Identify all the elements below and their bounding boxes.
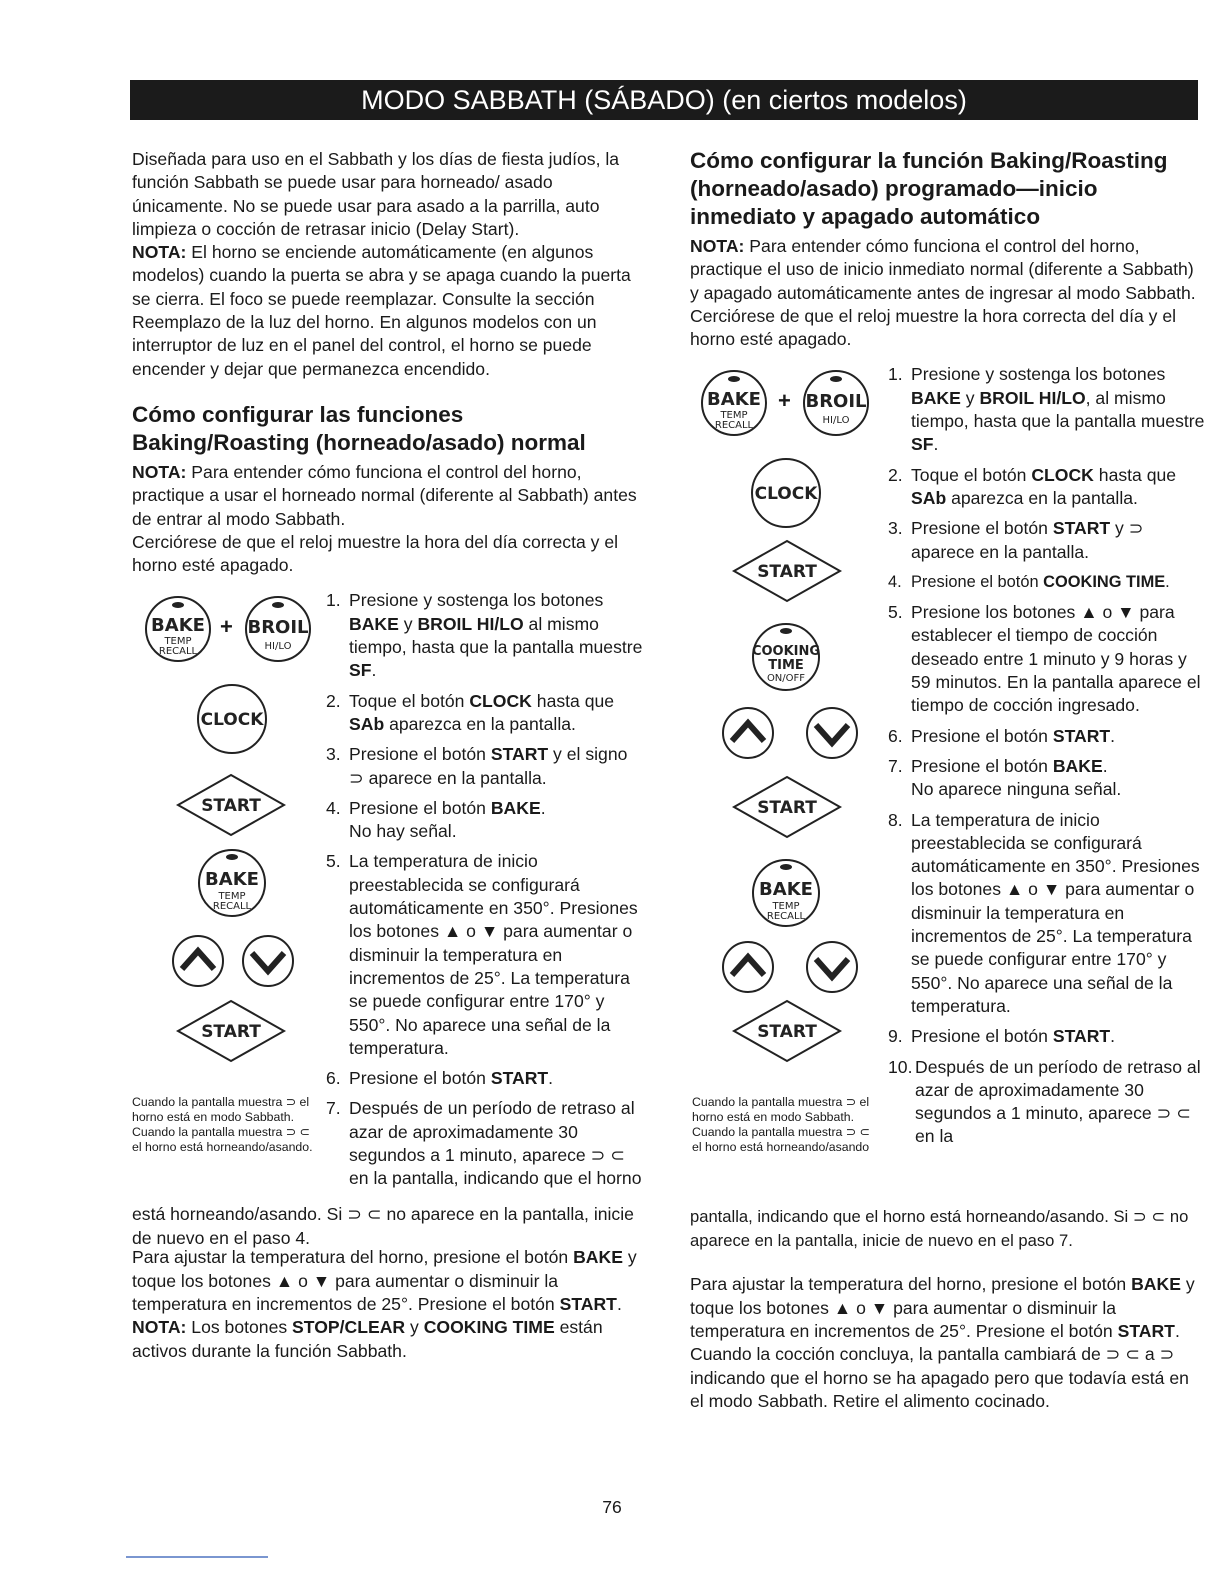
cooking-time-button-icon xyxy=(746,617,826,697)
r-step-5: 5. Presione los botones ▲ o ▼ para establecer el tiempo de cocción deseado entre 1 minuto y 9 horas y 59 minutos. En la pantalla aparece el tiempo de cocción ingresado. xyxy=(888,602,1201,716)
step-1: 1. Presione y sostenga los botones BAKE y BROIL HI/LO al mismo tiempo, hasta que la pantalla muestre SF. xyxy=(326,590,643,681)
start-button-icon-r xyxy=(732,539,842,603)
svg-text:START: START xyxy=(757,798,817,819)
bake-button-icon-r xyxy=(694,367,774,437)
svg-text:BAKE: BAKE xyxy=(205,869,259,891)
footer-divider xyxy=(126,1556,268,1558)
note2-label: NOTA: xyxy=(132,461,187,482)
note3-paragraph: NOTA: Los botones STOP/CLEAR y COOKING TIME están activos durante la función Sabbath. xyxy=(132,1317,603,1361)
r-step-4: 4. Presione el botón COOKING TIME. xyxy=(888,572,1170,591)
left-column xyxy=(132,148,644,1363)
clock-button-icon-r xyxy=(746,453,826,533)
start-button-icon xyxy=(176,773,286,837)
step-10-tail: pantalla, indicando que el horno está horneando/asando. Si ⊃ ⊂ no aparece en la pantalla, inicie de nuevo en el paso 7. xyxy=(690,1207,1189,1250)
check-paragraph-right: Cerciórese de que el reloj muestre la hora correcta del día y el horno esté apagado. xyxy=(690,305,1177,350)
up-arrow-icon-r xyxy=(718,703,778,763)
r-step-9: 9. Presione el botón START. xyxy=(888,1026,1116,1047)
adjust-paragraph-right: Para ajustar la temperatura del horno, presione el botón BAKE y toque los botones ▲ o ▼ para aumentar o disminuir la temperatura en incrementos de 25°. Presione el botón START. xyxy=(690,1274,1195,1342)
intro-paragraph: Diseñada para uso en el Sabbath y los días de fiesta judíos, la función Sabbath se puede usar para horneado/ asado únicamente. No se puede usar para asado a la parrilla, auto limpieza o cocción de retrasar inicio (Delay Start). xyxy=(132,149,620,239)
r-step-7: 7. Presione el botón BAKE. No aparece ninguna señal. xyxy=(888,755,1122,800)
svg-text:TEMP: TEMP xyxy=(772,901,800,913)
svg-text:TEMP: TEMP xyxy=(164,636,192,648)
note-text: El horno se enciende automáticamente (en algunos modelos) cuando la puerta se abra y se apaga cuando la puerta se cierra. El foco se puede reemplazar. Consulte la sección Reemplazo de la luz del horno. En algunos modelos con un interruptor de luz en el panel del control, el horno se puede encender y dejar que permanezca encendido. xyxy=(132,242,631,379)
r-step-8: 8. La temperatura de inicio preestablecida se configurará automáticamente en 350°. Presiones los botones ▲ o ▼ para aumentar o disminuir la temperatura en incrementos de 25°. La temperatura se puede configurar entre 170° y 550°. No aparece una señal de la temperatura. xyxy=(888,809,1200,1016)
broil-button-icon-r xyxy=(796,367,876,437)
start-button-icon-r2 xyxy=(732,775,842,839)
step-7: 7. Después de un período de retraso al azar de aproximadamente 30 segundos a 1 minuto, aparece ⊃ ⊂ en la pantalla, indicando que el horno xyxy=(326,1098,642,1189)
r-step-2: 2. Toque el botón CLOCK hasta que SAb aparezca en la pantalla. xyxy=(888,464,1177,508)
section-heading-right: Cómo configurar la función Baking/Roasting (horneado/asado) programado—inicio inmediato y apagado automático xyxy=(690,148,1168,229)
r-step-10: 10. Después de un período de retraso al azar de aproximadamente 30 segundos a 1 minuto, aparece ⊃ ⊂ en la xyxy=(888,1056,1201,1147)
svg-text:TEMP: TEMP xyxy=(720,410,748,422)
step-6: 6. Presione el botón START. xyxy=(326,1068,554,1089)
step-2: 2. Toque el botón CLOCK hasta que SAb aparezca en la pantalla. xyxy=(326,690,615,734)
r-step-1: 1. Presione y sostenga los botones BAKE y BROIL HI/LO, al mismo tiempo, hasta que la pantalla muestre SF. xyxy=(888,364,1205,455)
steps-list-left xyxy=(326,589,646,1197)
bake-button-icon xyxy=(134,593,226,663)
section-banner: MODO SABBATH (SÁBADO) (en ciertos modelos) xyxy=(130,80,1198,120)
display-caption-right: Cuando la pantalla muestra ⊃ el horno está en modo Sabbath. Cuando la pantalla muestra ⊃ ⊂ el horno está horneando/asando xyxy=(692,1095,870,1155)
svg-text:START: START xyxy=(201,1022,261,1043)
down-arrow-icon-r xyxy=(802,703,862,763)
note2-text: Para entender cómo funciona el control del horno, practique a usar el horneado normal (diferente al Sabbath) antes de entrar al modo Sabbath. xyxy=(132,461,637,529)
plus-sign: + xyxy=(220,614,233,640)
r-step-6: 6. Presione el botón START. xyxy=(888,725,1116,746)
up-arrow-icon-r2 xyxy=(718,937,778,997)
start-button-icon-r3 xyxy=(732,999,842,1063)
svg-text:START: START xyxy=(757,1022,817,1043)
svg-text:HI/LO: HI/LO xyxy=(822,415,850,427)
page-number: 76 xyxy=(602,1497,622,1517)
steps-block-right xyxy=(690,363,1205,1250)
svg-text:HI/LO: HI/LO xyxy=(264,641,292,653)
check-paragraph: Cerciórese de que el reloj muestre la hora del día correcta y el horno esté apagado. xyxy=(132,531,619,576)
note-paragraph xyxy=(132,241,644,381)
svg-text:BAKE: BAKE xyxy=(759,879,813,901)
step-5: 5. La temperatura de inicio preestablecida se configurará automáticamente en 350°. Presiones los botones ▲ o ▼ para aumentar o disminuir la temperatura en incrementos de 25°. La temperatura se puede configurar entre 170° y 550°. No aparece una señal de la temperatura. xyxy=(326,851,638,1058)
svg-text:RECALL: RECALL xyxy=(714,420,754,432)
start-button-icon-2 xyxy=(176,999,286,1063)
svg-text:BAKE: BAKE xyxy=(707,389,761,411)
svg-text:TIME: TIME xyxy=(768,658,804,674)
end-paragraph: Cuando la cocción concluya, la pantalla cambiará de ⊃ ⊂ a ⊃ indicando que el horno se ha apagado pero que todavía está en el modo Sabbath. Retire el alimento cocinado. xyxy=(690,1344,1189,1411)
steps-block-left xyxy=(132,589,644,1246)
section-heading: Cómo configurar las funciones Baking/Roasting (horneado/asado) normal xyxy=(132,401,586,455)
svg-text:BROIL: BROIL xyxy=(247,617,309,639)
plus-sign-r: + xyxy=(778,388,791,414)
svg-text:START: START xyxy=(757,562,817,583)
svg-text:BROIL: BROIL xyxy=(805,391,867,413)
clock-button-icon xyxy=(192,679,272,759)
broil-button-icon xyxy=(238,593,318,663)
steps-list-right xyxy=(888,363,1206,1155)
r-step-3: 3. Presione el botón START y ⊃ aparece en la pantalla. xyxy=(888,518,1144,562)
right-column xyxy=(690,147,1205,1413)
svg-text:COOKING: COOKING xyxy=(751,644,821,660)
adjust-paragraph: Para ajustar la temperatura del horno, presione el botón BAKE y toque los botones ▲ o ▼ para aumentar o disminuir la temperatura en incrementos de 25°. Presione el botón START. xyxy=(132,1247,637,1315)
step-7-tail: está horneando/asando. Si ⊃ ⊂ no aparece en la pantalla, inicie de nuevo en el paso 4. xyxy=(132,1204,634,1248)
svg-text:RECALL: RECALL xyxy=(158,646,198,658)
svg-text:RECALL: RECALL xyxy=(766,911,806,923)
svg-text:START: START xyxy=(201,796,261,817)
step-4: 4. Presione el botón BAKE. No hay señal. xyxy=(326,797,546,842)
down-arrow-icon xyxy=(238,931,298,991)
note-label: NOTA: xyxy=(132,242,187,263)
bake-button-icon-2 xyxy=(192,843,272,923)
display-caption: Cuando la pantalla muestra ⊃ el horno está en modo Sabbath. Cuando la pantalla muestra ⊃ ⊂ el horno está horneando/asando. xyxy=(132,1095,313,1155)
svg-text:ON/OFF: ON/OFF xyxy=(766,673,806,685)
note-paragraph-right: NOTA: Para entender cómo funciona el control del horno, practique el uso de inicio inmediato normal (diferente a Sabbath) y apagado automáticamente antes de ingresar al modo Sabbath. xyxy=(690,236,1196,303)
down-arrow-icon-r2 xyxy=(802,937,862,997)
bake-button-icon-r2 xyxy=(746,853,826,933)
svg-text:BAKE: BAKE xyxy=(151,615,205,637)
note2-paragraph xyxy=(132,461,644,531)
up-arrow-icon xyxy=(168,931,228,991)
step-3: 3. Presione el botón START y el signo ⊃ aparece en la pantalla. xyxy=(326,744,628,788)
svg-text:CLOCK: CLOCK xyxy=(200,710,264,731)
svg-text:CLOCK: CLOCK xyxy=(754,484,818,505)
svg-text:RECALL: RECALL xyxy=(212,901,252,913)
svg-text:TEMP: TEMP xyxy=(218,891,246,903)
